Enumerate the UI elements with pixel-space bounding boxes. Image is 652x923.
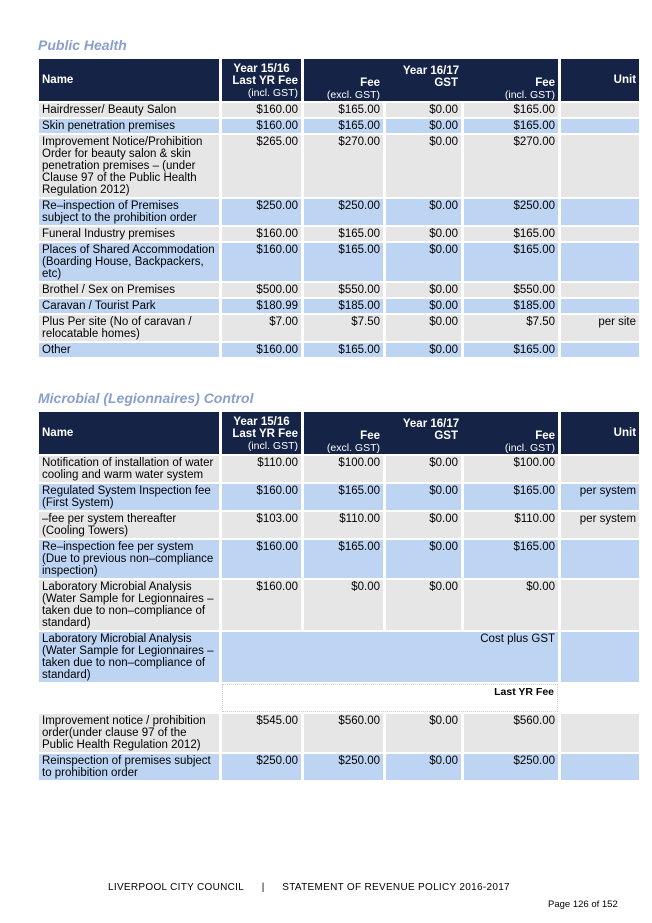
table-row [39, 315, 639, 341]
table-row [39, 754, 639, 780]
fee-name: Caravan / Tourist Park [39, 299, 219, 313]
unit [561, 580, 639, 630]
table-row [39, 632, 639, 682]
fee-name: –fee per system thereafter (Cooling Towers) [39, 512, 219, 538]
gst: $0.00 [386, 580, 461, 630]
page-number: Page 126 of 152 [548, 899, 618, 910]
table-row [39, 299, 639, 313]
header-name: Name [39, 59, 219, 101]
last-yr-fee: $180.99 [222, 299, 301, 313]
fee-incl-gst: $110.00 [464, 512, 558, 538]
header-last-yr-label: Last YR Fee [232, 428, 298, 440]
last-yr-fee: $160.00 [222, 343, 301, 357]
table-row [39, 283, 639, 297]
fee-name: Reinspection of premises subject to prohibition order [39, 754, 219, 780]
fee-excl-gst: $270.00 [304, 135, 383, 197]
header-incl-gst-2: (incl. GST) [504, 89, 556, 101]
table-row [39, 456, 639, 482]
header-year-15-16: Year 15/16 [233, 63, 290, 75]
fee-excl-gst: $100.00 [304, 456, 383, 482]
header-gst-label: GST [434, 430, 458, 442]
unit [561, 714, 639, 752]
header-fee [304, 430, 383, 454]
last-yr-fee: $160.00 [222, 243, 301, 281]
gst: $0.00 [386, 199, 461, 225]
fee-name: Re–inspection of Premises subject to the prohibition order [39, 199, 219, 225]
last-yr-fee: $110.00 [222, 456, 301, 482]
unit: per site [561, 315, 639, 341]
gst: $0.00 [386, 512, 461, 538]
fee-incl-gst: $165.00 [464, 243, 558, 281]
fee-excl-gst: $185.00 [304, 299, 383, 313]
header-fee-incl [461, 77, 558, 101]
table-row [39, 512, 639, 538]
header-gst [383, 430, 461, 454]
header-fee-incl-label: Fee [535, 77, 556, 89]
fee-name: Laboratory Microbial Analysis (Water Sample for Legionnaires – taken due to non–compliance of standard) [39, 632, 219, 682]
footer-separator: | [261, 882, 265, 893]
last-yr-fee: $250.00 [222, 754, 301, 780]
last-yr-fee-label: Last YR Fee [222, 684, 558, 712]
fee-incl-gst: $0.00 [464, 580, 558, 630]
unit [561, 540, 639, 578]
header-excl-gst: (excl. GST) [326, 89, 380, 101]
table-row [39, 243, 639, 281]
last-yr-fee: $7.00 [222, 315, 301, 341]
fee-excl-gst: $250.00 [304, 199, 383, 225]
table-row [39, 343, 639, 357]
header-year-16-17 [304, 412, 558, 454]
fee-name: Improvement notice / prohibition order(under clause 97 of the Public Health Regulation 2012) [39, 714, 219, 752]
fee-incl-gst: $250.00 [464, 199, 558, 225]
header-incl-gst: (incl. GST) [247, 87, 298, 99]
fee-excl-gst: $7.50 [304, 315, 383, 341]
last-yr-fee: $160.00 [222, 484, 301, 510]
fee-incl-gst: $165.00 [464, 227, 558, 241]
gst: $0.00 [386, 283, 461, 297]
cost-plus-gst: Cost plus GST [222, 632, 558, 682]
fee-excl-gst: $165.00 [304, 227, 383, 241]
table-row [39, 199, 639, 225]
fee-excl-gst: $550.00 [304, 283, 383, 297]
last-yr-fee: $103.00 [222, 512, 301, 538]
header-year-16-17-label: Year 16/17 [402, 418, 460, 430]
unit [561, 299, 639, 313]
header-year-16-17-label: Year 16/17 [402, 65, 460, 77]
last-yr-fee: $160.00 [222, 540, 301, 578]
unit [561, 227, 639, 241]
fee-name: Notification of installation of water cooling and warm water system [39, 456, 219, 482]
header-fee-label: Fee [360, 430, 380, 442]
fee-incl-gst: $560.00 [464, 714, 558, 752]
header-year-15-16: Year 15/16 [233, 416, 290, 428]
table-row [39, 580, 639, 630]
header-incl-gst: (incl. GST) [247, 440, 298, 452]
section-title-microbial-control: Microbial (Legionnaires) Control [38, 390, 254, 406]
unit: per system [561, 512, 639, 538]
header-fee-incl [461, 430, 558, 454]
unit [561, 343, 639, 357]
gst: $0.00 [386, 315, 461, 341]
header-fee [304, 77, 383, 101]
table-row [39, 227, 639, 241]
fee-incl-gst: $165.00 [464, 484, 558, 510]
fee-name: Other [39, 343, 219, 357]
last-yr-fee: $160.00 [222, 580, 301, 630]
fee-excl-gst: $165.00 [304, 343, 383, 357]
header-gst [383, 77, 461, 101]
gst: $0.00 [386, 540, 461, 578]
gst: $0.00 [386, 227, 461, 241]
unit [561, 283, 639, 297]
table-row [39, 119, 639, 133]
fee-excl-gst: $165.00 [304, 243, 383, 281]
fee-excl-gst: $165.00 [304, 540, 383, 578]
fee-incl-gst: $270.00 [464, 135, 558, 197]
header-name: Name [39, 412, 219, 454]
last-yr-fee: $545.00 [222, 714, 301, 752]
fee-incl-gst: $7.50 [464, 315, 558, 341]
fee-incl-gst: $100.00 [464, 456, 558, 482]
last-yr-fee: $160.00 [222, 103, 301, 117]
fee-name: Regulated System Inspection fee (First System) [39, 484, 219, 510]
fee-excl-gst: $560.00 [304, 714, 383, 752]
fee-name: Hairdresser/ Beauty Salon [39, 103, 219, 117]
fee-name: Skin penetration premises [39, 119, 219, 133]
footer-org: LIVERPOOL CITY COUNCIL [108, 882, 245, 893]
fee-name: Re–inspection fee per system (Due to previous non–compliance inspection) [39, 540, 219, 578]
unit [561, 103, 639, 117]
gst: $0.00 [386, 456, 461, 482]
fee-name: Brothel / Sex on Premises [39, 283, 219, 297]
header-fee-incl-label: Fee [535, 430, 556, 442]
fee-excl-gst: $110.00 [304, 512, 383, 538]
table-row [39, 103, 639, 117]
unit [561, 456, 639, 482]
header-last-yr-label: Last YR Fee [232, 75, 298, 87]
gst: $0.00 [386, 103, 461, 117]
header-unit: Unit [561, 59, 639, 101]
last-yr-fee: $250.00 [222, 199, 301, 225]
gst: $0.00 [386, 714, 461, 752]
table-row [39, 135, 639, 197]
header-excl-gst: (excl. GST) [326, 442, 380, 454]
public-health-fee-table [36, 57, 642, 359]
section-title-public-health: Public Health [38, 37, 127, 53]
fee-incl-gst: $165.00 [464, 119, 558, 133]
gst: $0.00 [386, 243, 461, 281]
microbial-control-fee-table [36, 410, 642, 782]
fee-excl-gst: $165.00 [304, 484, 383, 510]
fee-incl-gst: $165.00 [464, 103, 558, 117]
fee-excl-gst: $250.00 [304, 754, 383, 780]
fee-name: Funeral Industry premises [39, 227, 219, 241]
table-row-blank [39, 684, 639, 712]
fee-incl-gst: $250.00 [464, 754, 558, 780]
fee-incl-gst: $165.00 [464, 540, 558, 578]
fee-excl-gst: $165.00 [304, 119, 383, 133]
page-footer [108, 882, 510, 893]
table-row [39, 540, 639, 578]
gst: $0.00 [386, 119, 461, 133]
gst: $0.00 [386, 343, 461, 357]
unit [561, 754, 639, 780]
fee-name: Improvement Notice/Prohibition Order for beauty salon & skin penetration premises – (under Clause 97 of the Public Health Regulation 2012) [39, 135, 219, 197]
unit [561, 135, 639, 197]
last-yr-fee: $160.00 [222, 119, 301, 133]
header-last-yr-fee [222, 59, 301, 101]
header-unit: Unit [561, 412, 639, 454]
fee-incl-gst: $550.00 [464, 283, 558, 297]
unit [561, 119, 639, 133]
header-incl-gst-2: (incl. GST) [504, 442, 556, 454]
unit: per system [561, 484, 639, 510]
fee-incl-gst: $185.00 [464, 299, 558, 313]
unit [561, 199, 639, 225]
last-yr-fee: $500.00 [222, 283, 301, 297]
unit [561, 632, 639, 682]
fee-incl-gst: $165.00 [464, 343, 558, 357]
table-row [39, 484, 639, 510]
header-gst-label: GST [434, 77, 458, 89]
footer-document: STATEMENT OF REVENUE POLICY 2016-2017 [282, 882, 510, 893]
table-row [39, 714, 639, 752]
fee-excl-gst: $165.00 [304, 103, 383, 117]
header-year-16-17 [304, 59, 558, 101]
gst: $0.00 [386, 754, 461, 780]
fee-name: Places of Shared Accommodation (Boarding House, Backpackers, etc) [39, 243, 219, 281]
last-yr-fee: $265.00 [222, 135, 301, 197]
fee-excl-gst: $0.00 [304, 580, 383, 630]
last-yr-fee: $160.00 [222, 227, 301, 241]
gst: $0.00 [386, 299, 461, 313]
fee-name: Plus Per site (No of caravan / relocatable homes) [39, 315, 219, 341]
header-fee-label: Fee [360, 77, 380, 89]
gst: $0.00 [386, 135, 461, 197]
fee-name: Laboratory Microbial Analysis (Water Sample for Legionnaires – taken due to non–compliance of standard) [39, 580, 219, 630]
gst: $0.00 [386, 484, 461, 510]
header-last-yr-fee [222, 412, 301, 454]
unit [561, 243, 639, 281]
